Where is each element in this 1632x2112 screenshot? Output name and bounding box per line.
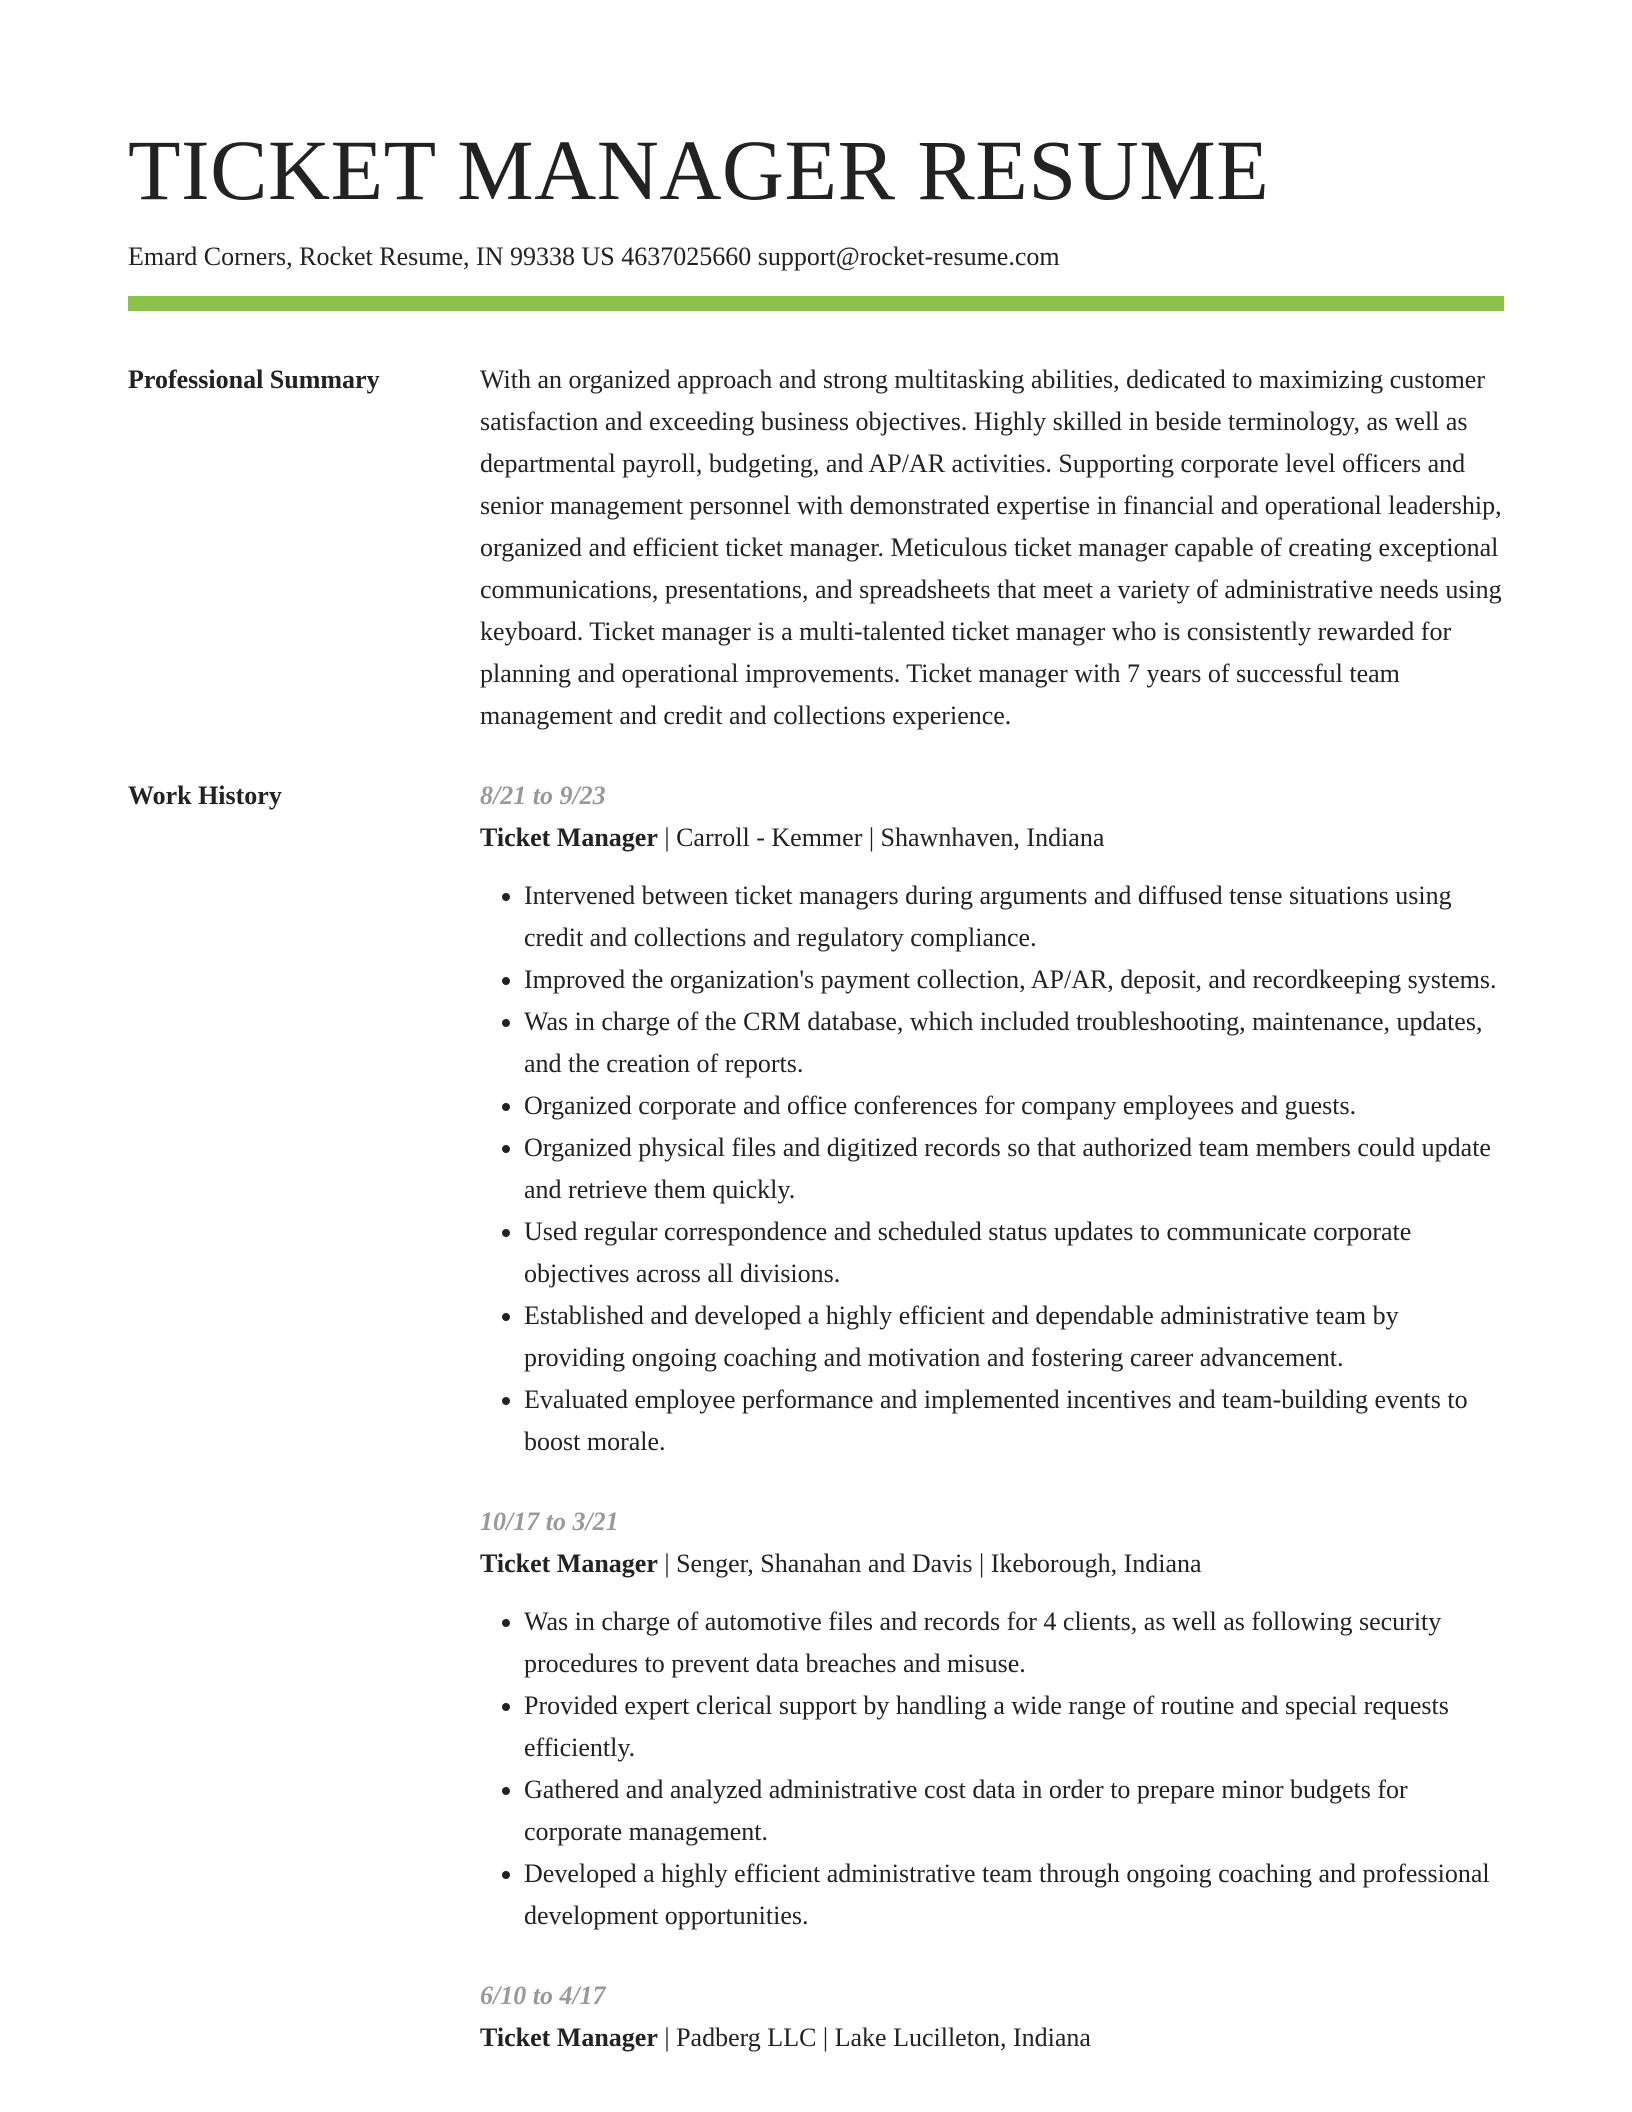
job-entry xyxy=(480,1501,1504,1937)
job-dates: 6/10 to 4/17 xyxy=(480,1981,606,2010)
section-label-professional-summary: Professional Summary xyxy=(128,365,380,394)
job-bullets xyxy=(480,1601,1504,1937)
job-bullet: • Developed a highly efficient administrative team through ongoing coaching and professional development opportunities. xyxy=(524,1853,1504,1937)
job-details: | Senger, Shanahan and Davis | Ikeborough, Indiana xyxy=(657,1549,1202,1578)
header-divider xyxy=(128,296,1504,311)
job-bullet: • Evaluated employee performance and implemented incentives and team-building events to boost morale. xyxy=(524,1379,1504,1463)
job-dates: 10/17 to 3/21 xyxy=(480,1507,619,1536)
job-dates: 8/21 to 9/23 xyxy=(480,781,606,810)
job-bullet: • Established and developed a highly efficient and dependable administrative team by providing ongoing coaching and motivation and fostering career advancement. xyxy=(524,1295,1504,1379)
job-bullet: • Organized physical files and digitized records so that authorized team members could update and retrieve them quickly. xyxy=(524,1127,1504,1211)
summary-text: With an organized approach and strong multitasking abilities, dedicated to maximizing customer satisfaction and exceeding business objectives. Highly skilled in beside terminology, as well as departmental payroll, budgeting, and AP/AR activities. Supporting corporate level officers and senior management personnel with demonstrated expertise in financial and operational leadership, organized and efficient ticket manager. Meticulous ticket manager capable of creating exceptional communications, presentations, and spreadsheets that meet a variety of administrative needs using keyboard. Ticket manager is a multi-talented ticket manager who is consistently rewarded for planning and operational improvements. Ticket manager with 7 years of successful team management and credit and collections experience. xyxy=(480,365,1502,730)
contact-line: Emard Corners, Rocket Resume, IN 99338 US 4637025660 support@rocket-resume.com xyxy=(128,242,1060,271)
job-details: | Carroll - Kemmer | Shawnhaven, Indiana xyxy=(657,823,1105,852)
job-bullet: • Was in charge of automotive files and records for 4 clients, as well as following security procedures to prevent data breaches and misuse. xyxy=(524,1601,1504,1685)
resume-title: TICKET MANAGER RESUME xyxy=(128,122,1270,218)
job-title-line xyxy=(480,817,1504,859)
job-bullet: • Used regular correspondence and scheduled status updates to communicate corporate objectives across all divisions. xyxy=(524,1211,1504,1295)
job-role: Ticket Manager xyxy=(480,823,658,852)
job-details: | Padberg LLC | Lake Lucilleton, Indiana xyxy=(657,2023,1091,2052)
job-bullet: • Intervened between ticket managers during arguments and diffused tense situations using credit and collections and regulatory compliance. xyxy=(524,875,1504,959)
job-role: Ticket Manager xyxy=(480,1549,658,1578)
job-bullet: • Improved the organization's payment collection, AP/AR, deposit, and recordkeeping systems. xyxy=(524,959,1504,1001)
resume-page xyxy=(128,120,1504,2097)
section-label-work-history: Work History xyxy=(128,781,282,810)
job-bullet: • Gathered and analyzed administrative cost data in order to prepare minor budgets for corporate management. xyxy=(524,1769,1504,1853)
job-title-line xyxy=(480,1543,1504,1585)
job-bullet: • Organized corporate and office conferences for company employees and guests. xyxy=(524,1085,1504,1127)
job-bullets xyxy=(480,875,1504,1463)
work-history-section xyxy=(128,775,1504,2097)
job-title-line xyxy=(480,2017,1504,2059)
job-entry xyxy=(480,775,1504,1463)
job-bullet: • Provided expert clerical support by handling a wide range of routine and special requests efficiently. xyxy=(524,1685,1504,1769)
professional-summary-section xyxy=(128,359,1504,737)
job-role: Ticket Manager xyxy=(480,2023,658,2052)
work-history-body xyxy=(480,775,1504,2097)
job-entry xyxy=(480,1975,1504,2059)
professional-summary-body xyxy=(480,359,1504,737)
job-bullet: • Was in charge of the CRM database, which included troubleshooting, maintenance, updates, and the creation of reports. xyxy=(524,1001,1504,1085)
